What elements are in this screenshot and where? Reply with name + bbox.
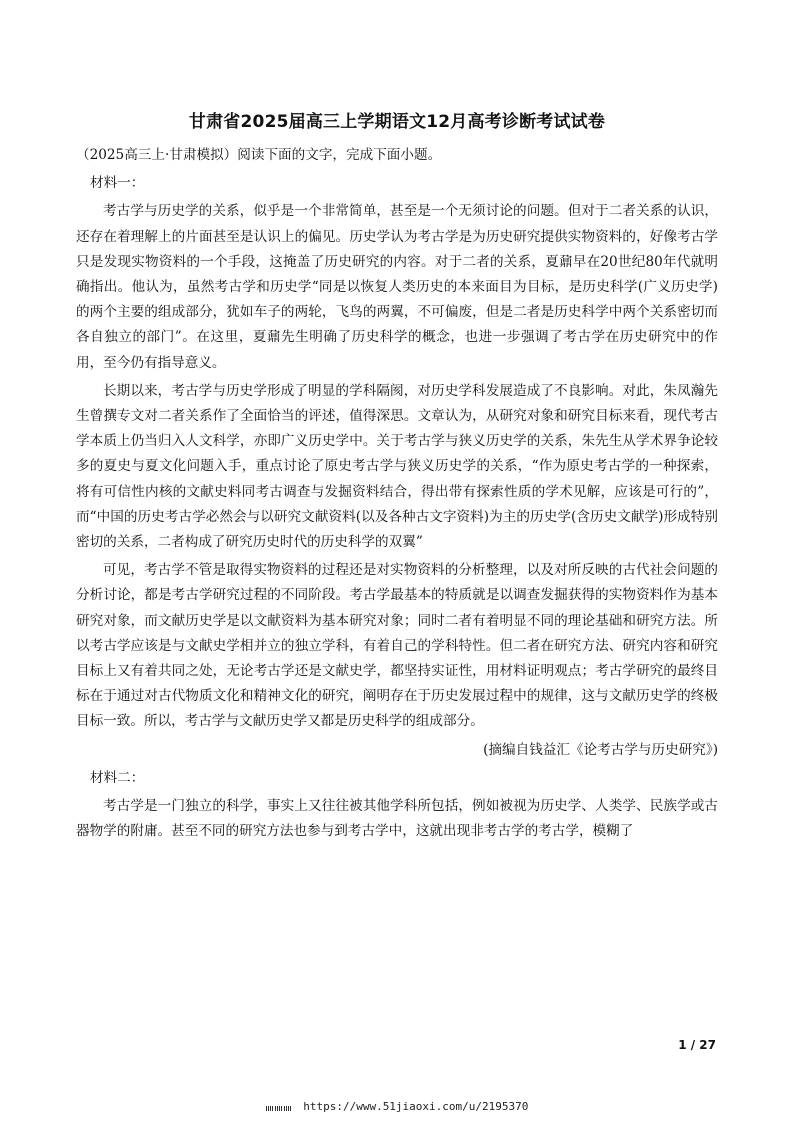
page-number: 1 / 27: [678, 1038, 716, 1052]
material-1-label: 材料一：: [90, 175, 145, 192]
footer-url[interactable]: https://www.51jiaoxi.com/u/2195370: [303, 1100, 529, 1113]
footer-watermark: [0, 1100, 794, 1114]
page-title: 甘肃省2025届高三上学期语文12月高考诊断考试试卷: [188, 112, 606, 132]
watermark-marks-icon: [266, 1101, 293, 1114]
material-1-paragraph-2: 长期以来，考古学与历史学形成了明显的学科隔阂，对历史学科发展造成了不良影响。对此，朱凤瀚先生曾撰专文对二者关系作了全面恰当的评述，值得深思。文章认为，从研究对象和研究目标来看，现代考古学本质上仍当归入人文科学，亦即广义历史学中。关于考古学与狭义历史学的关系，朱先生从学术界争论较多的夏史与夏文化问题入手，重点讨论了原史考古学与狭义历史学的关系，“作为原史考古学的一种探索，将有可信性内核的文献史料同考古调查与发掘资料结合，得出带有探索性质的学术见解，应该是可行的”，而“中国的历史考古学必然会与以研究文献资料(以及各种古文字资料)为主的历史学(含历史文献学)形成特别密切的关系，二者构成了研究历史时代的历史科学的双翼”: [76, 382, 718, 551]
material-2-label: 材料二：: [90, 769, 145, 786]
material-1-paragraph-3: 可见，考古学不管是取得实物资料的过程还是对实物资料的分析整理，以及对所反映的古代社会问题的分析讨论，都是考古学研究过程的不同阶段。考古学最基本的特质就是以调查发掘获得的实物资料作为基本研究对象，而文献历史学是以文献资料为基本研究对象；同时二者有着明显不同的理论基础和研究方法。所以考古学应该是与文献史学相并立的独立学科，有着自己的学科特性。但二者在研究方法、研究内容和研究目标上又有着共同之处，无论考古学还是文献史学，都坚持实证性，用材料证明观点；考古学研究的最终目标在于通过对古代物质文化和精神文化的研究，阐明存在于历史发展过程中的规律，这与文献历史学的终极目标一致。所以，考古学与文献历史学又都是历史科学的组成部分。: [76, 562, 718, 730]
material-1-source: (摘编自钱益汇《论考古学与历史研究》): [483, 741, 718, 758]
material-2-paragraph-1: 考古学是一门独立的科学，事实上又往往被其他学科所包括，例如被视为历史学、人类学、民族学或古器物学的附庸。甚至不同的研究方法也参与到考古学中，这就出现非考古学的考古学，模糊了: [76, 798, 718, 840]
material-1-paragraph-1: 考古学与历史学的关系，似乎是一个非常简单，甚至是一个无须讨论的问题。但对于二者关系的认识，还存在着理解上的片面甚至是认识上的偏见。历史学认为考古学是为历史研究提供实物资料的，好像考古学只是发现实物资料的一个手段，这掩盖了历史研究的内容。对于二者的关系，夏鼐早在20世纪80年代就明确指出。他认为，虽然考古学和历史学“同是以恢复人类历史的本来面目为目标，是历史科学(广义历史学)的两个主要的组成部分，犹如车子的两轮，飞鸟的两翼，不可偏废，但是二者是历史科学中两个关系密切而各自独立的部门”。在这里，夏鼐先生明确了历史科学的概念，也进一步强调了考古学在历史研究中的作用，至今仍有指导意义。: [76, 203, 718, 371]
document-body: [76, 143, 718, 844]
question-intro: （2025高三上·甘肃模拟）阅读下面的文字，完成下面小题。: [76, 147, 442, 163]
